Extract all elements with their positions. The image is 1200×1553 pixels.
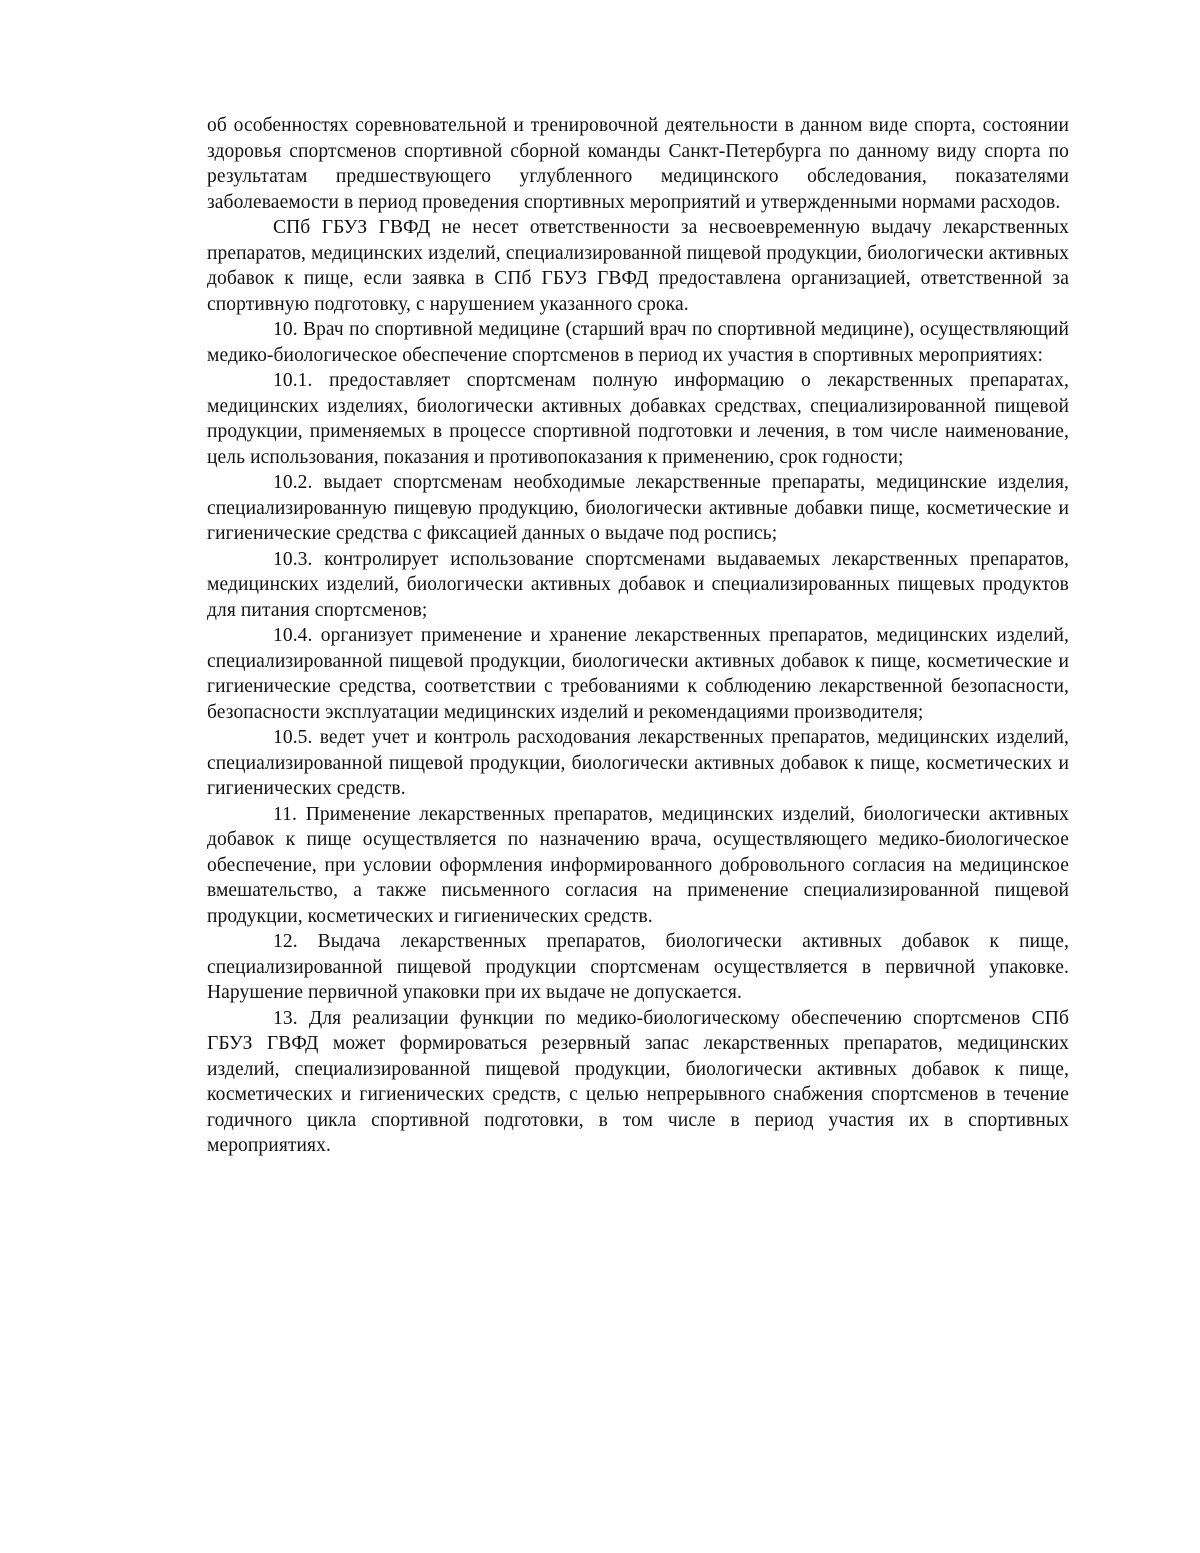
paragraph-10-5: 10.5. ведет учет и контроль расходования лекарственных препаратов, медицинских изделий, специализированной пищевой продукции, биологически активных добавок к пище, косметических и гигиенических средств.	[207, 727, 1069, 799]
paragraph-12: 12. Выдача лекарственных препаратов, биологически активных добавок к пище, специализированной пищевой продукции спортсменам осуществляется в первичной упаковке. Нарушение первичной упаковки при их выдаче не допускается.	[207, 931, 1069, 1003]
paragraph-responsibility: СПб ГБУЗ ГВФД не несет ответственности за несвоевременную выдачу лекарственных препаратов, медицинских изделий, специализированной пищевой продукции, биологически активных добавок к пище, если заявка в СПб ГБУЗ ГВФД предоставлена организацией, ответственной за спортивную подготовку, с нарушением указанного срока.	[207, 217, 1069, 315]
paragraph-13: 13. Для реализации функции по медико-биологическому обеспечению спортсменов СПб ГБУЗ ГВФД может формироваться резервный запас лекарственных препаратов, медицинских изделий, специализированной пищевой продукции, биологически активных добавок к пище, косметических и гигиенических средств, с целью непрерывного снабжения спортсменов в течение годичного цикла спортивной подготовки, в том числе в период участия их в спортивных мероприятиях.	[207, 1007, 1069, 1156]
paragraph-10-2: 10.2. выдает спортсменам необходимые лекарственные препараты, медицинские изделия, специализированную пищевую продукцию, биологически активные добавки пище, косметические и гигиенические средства с фиксацией данных о выдаче под роспись;	[207, 472, 1069, 544]
paragraph-10-3: 10.3. контролирует использование спортсменами выдаваемых лекарственных препаратов, медицинских изделий, биологически активных добавок и специализированных пищевых продуктов для питания спортсменов;	[207, 548, 1069, 621]
paragraph-10: 10. Врач по спортивной медицине (старший врач по спортивной медицине), осуществляющий медико-биологическое обеспечение спортсменов в период их участия в спортивных мероприятиях:	[207, 319, 1069, 366]
document-body	[207, 113, 1069, 1159]
paragraph-continuation: об особенностях соревновательной и тренировочной деятельности в данном виде спорта, состоянии здоровья спортсменов спортивной сборной команды Санкт-Петербурга по данному виду спорта по результатам предшествующего углубленного медицинского обследования, показателями заболеваемости в период проведения спортивных мероприятий и утвержденными нормами расходов.	[207, 115, 1069, 213]
paragraph-10-1: 10.1. предоставляет спортсменам полную информацию о лекарственных препаратах, медицинских изделиях, биологически активных добавках средствах, специализированной пищевой продукции, применяемых в процессе спортивной подготовки и лечения, в том числе наименование, цель использования, показания и противопоказания к применению, срок годности;	[207, 370, 1069, 468]
paragraph-10-4: 10.4. организует применение и хранение лекарственных препаратов, медицинских изделий, специализированной пищевой продукции, биологически активных добавок к пище, косметические и гигиенические средства, соответствии с требованиями к соблюдению лекарственной безопасности, безопасности эксплуатации медицинских изделий и рекомендациями производителя;	[207, 625, 1069, 723]
paragraph-11: 11. Применение лекарственных препаратов, медицинских изделий, биологически активных добавок к пище осуществляется по назначению врача, осуществляющего медико-биологическое обеспечение, при условии оформления информированного добровольного согласия на медицинское вмешательство, а также письменного согласия на применение специализированной пищевой продукции, косметических и гигиенических средств.	[207, 803, 1069, 927]
